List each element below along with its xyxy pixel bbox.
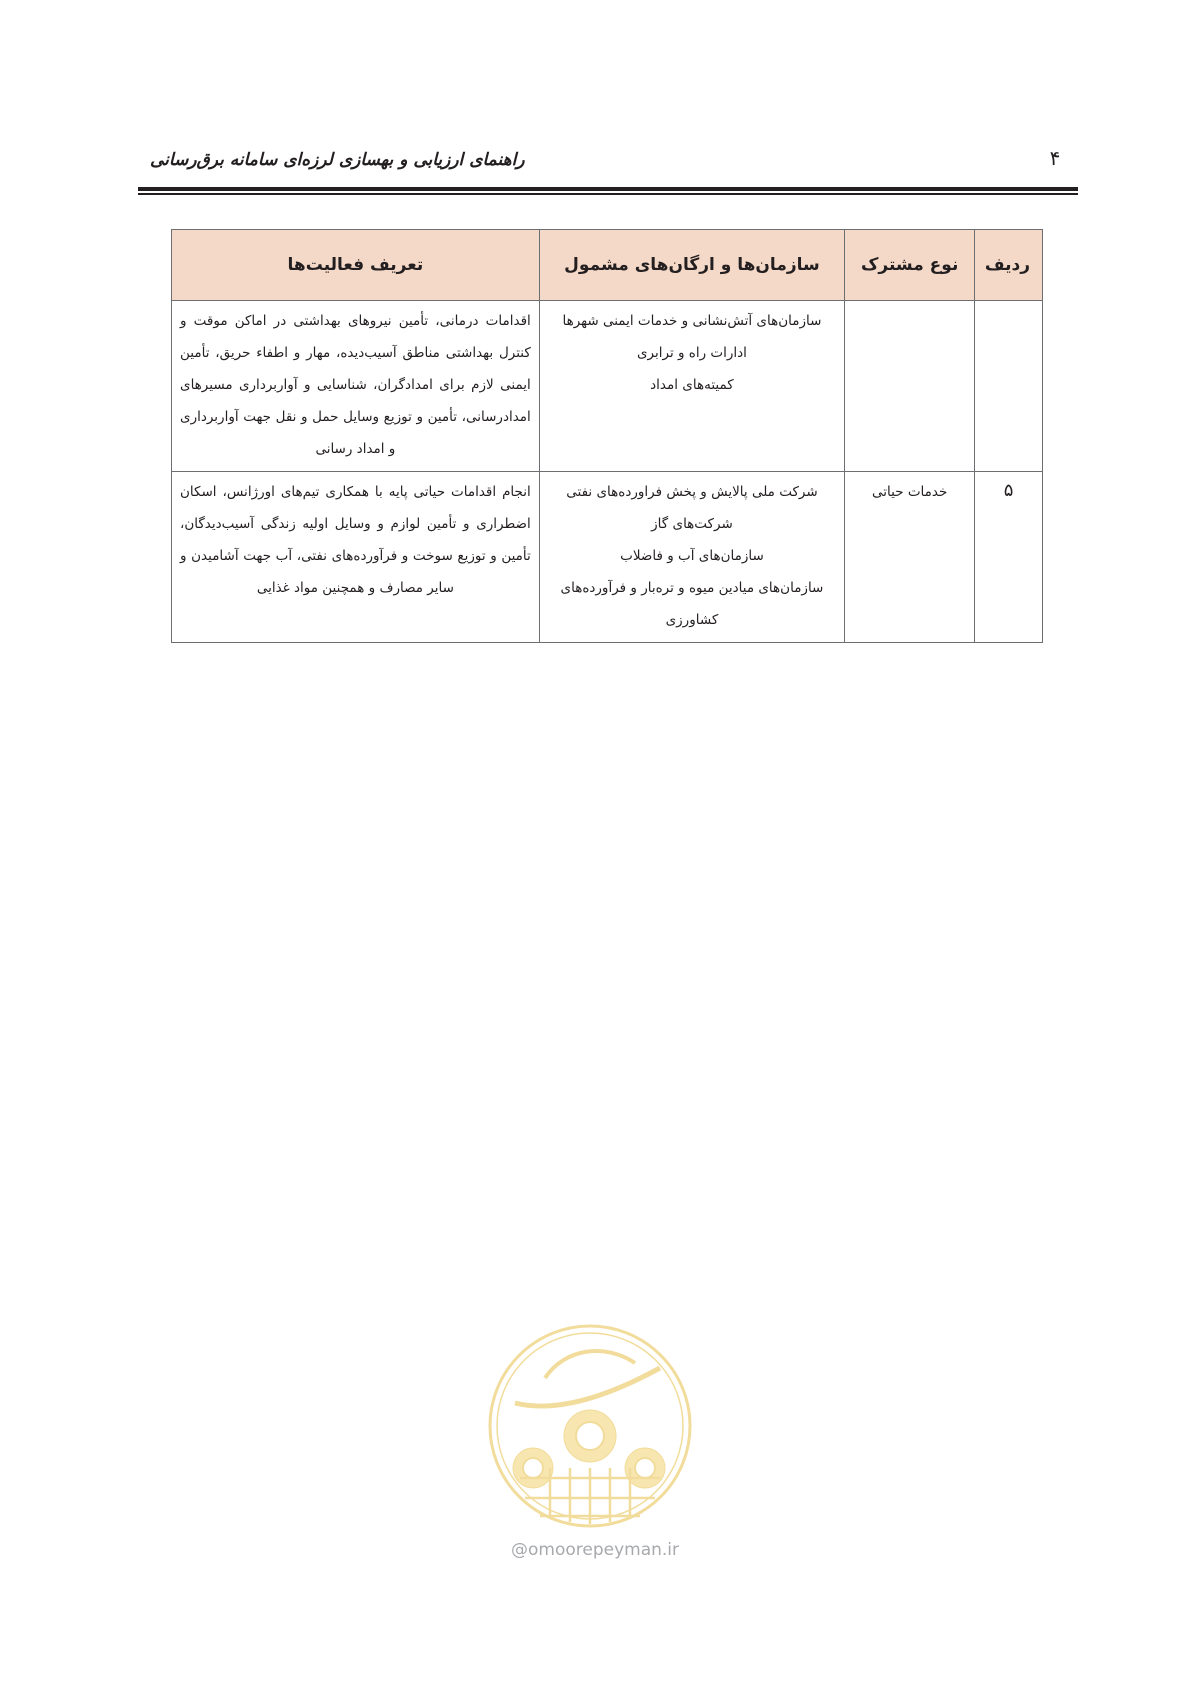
- table-row: [172, 301, 1043, 472]
- activities-text: اقدامات درمانی، تأمین نیروهای بهداشتی در اماکن موقت و کنترل بهداشتی مناطق آسیب‌دیده، مهار و اطفاء حریق، تأمین ایمنی لازم برای امدادگران، شناسایی و آواربرداری مسیرهای امدادرسانی، تأمین و توزیع وسایل حمل و نقل جهت آواربرداری و امداد رسانی: [180, 313, 531, 457]
- activities-cell: [172, 301, 540, 472]
- organization-item: سازمان‌های آب و فاضلاب: [620, 548, 764, 564]
- header-organizations: سازمان‌ها و ارگان‌های مشمول: [539, 230, 844, 301]
- activities-text: انجام اقدامات حیاتی پایه با همکاری تیم‌های اورژانس، اسکان اضطراری و تأمین لوازم و وسایل اولیه زندگی آسیب‌دیدگان، تأمین و توزیع سوخت و فرآورده‌های نفتی، آب جهت آشامیدن و سایر مصارف و همچنین مواد غذایی: [180, 484, 531, 596]
- subscriber-type-cell: [845, 472, 975, 643]
- organization-item: سازمان‌های میادین میوه و تره‌بار و فرآورده‌های: [560, 580, 824, 596]
- organization-item: کشاورزی: [665, 612, 719, 628]
- row-number-cell: [975, 301, 1043, 472]
- subscriber-table: [171, 229, 1043, 643]
- website-text: omoorepeyman.ir: [527, 1540, 680, 1560]
- organization-item: ادارات راه و ترابری: [636, 345, 747, 361]
- activities-cell: [172, 472, 540, 643]
- organization-item: شرکت ملی پالایش و پخش فراورده‌های نفتی: [566, 484, 818, 500]
- seal-icon: [485, 1318, 695, 1538]
- row-number-cell: [975, 472, 1043, 643]
- watermark-website: @omoorepeyman.ir: [510, 1540, 680, 1560]
- organization-item: سازمان‌های آتش‌نشانی و خدمات ایمنی شهرها: [562, 313, 822, 329]
- organization-item: شرکت‌های گاز: [651, 516, 733, 532]
- subscriber-type: خدمات حیاتی: [872, 484, 948, 500]
- table-header-row: [172, 230, 1043, 301]
- header-row-number: ردیف: [975, 230, 1043, 301]
- organizations-cell: [539, 472, 844, 643]
- table-row: [172, 472, 1043, 643]
- header-rule-thin: [138, 193, 1078, 195]
- header-rule-thick: [138, 187, 1078, 191]
- row-number: ۵: [1003, 480, 1014, 501]
- header-subscriber-type: نوع مشترک: [845, 230, 975, 301]
- watermark-logo: [485, 1318, 695, 1558]
- header-activities: تعریف فعالیت‌ها: [172, 230, 540, 301]
- row-number: [983, 305, 1034, 309]
- organization-item: کمیته‌های امداد: [650, 377, 734, 393]
- running-title: راهنمای ارزیابی و بهسازی لرزه‌ای سامانه برق‌رسانی: [150, 150, 525, 170]
- page-number: ۴: [1049, 146, 1061, 170]
- organizations-cell: [539, 301, 844, 472]
- subscriber-type-cell: [845, 301, 975, 472]
